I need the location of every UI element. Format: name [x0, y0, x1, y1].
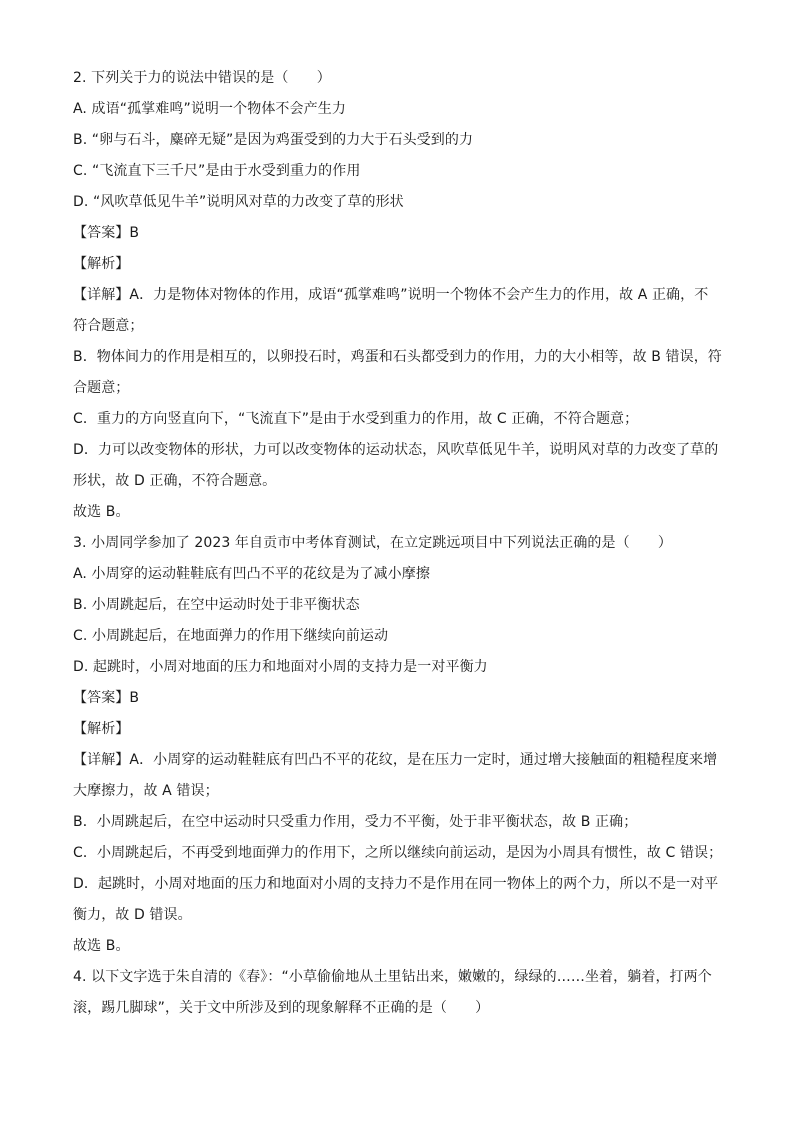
- option-d: D. “风吹草低见牛羊”说明风对草的力改变了草的形状: [73, 194, 404, 210]
- detail-line: C．小周跳起后，不再受到地面弹力的作用下，之所以继续向前运动，是因为小周具有惯性，故 C 错误；: [73, 845, 723, 861]
- option-c: C. “飞流直下三千尺”是由于水受到重力的作用: [73, 163, 361, 179]
- detail-line: B．物体间力的作用是相互的，以卵投石时，鸡蛋和石头都受到力的作用，力的大小相等，故 B 错误，符: [73, 349, 722, 365]
- detail-line: 形状，故 D 正确，不符合题意。: [73, 473, 277, 489]
- detail-line: 大摩擦力，故 A 错误；: [73, 783, 219, 799]
- conclusion-line: 故选 B。: [73, 938, 130, 954]
- option-c: C. 小周跳起后，在地面弹力的作用下继续向前运动: [73, 628, 389, 644]
- detail-line: D．起跳时，小周对地面的压力和地面对小周的支持力不是作用在同一物体上的两个力，所以不是一对平: [73, 876, 719, 892]
- detail-line: D．力可以改变物体的形状，力可以改变物体的运动状态，风吹草低见牛羊，说明风对草的力改变了草的: [73, 442, 719, 458]
- question-4: [73, 962, 734, 1024]
- detail-line: 合题意；: [73, 380, 130, 396]
- question-stem: 3. 小周同学参加了 2023 年自贡市中考体育测试，在立定跳远项目中下列说法正确的是（ ）: [73, 535, 673, 551]
- detail-line: 符合题意；: [73, 318, 144, 334]
- detail-line: 【详解】A．小周穿的运动鞋鞋底有凹凸不平的花纹，是在压力一定时，通过增大接触面的粗糙程度来增: [73, 752, 718, 768]
- option-d: D. 起跳时，小周对地面的压力和地面对小周的支持力是一对平衡力: [73, 659, 488, 675]
- detail-line: 【详解】A．力是物体对物体的作用，成语“孤掌难鸣”说明一个物体不会产生力的作用，故 A 正确，不: [73, 287, 709, 303]
- answer-label: 【答案】B: [73, 690, 140, 706]
- question-stem-continued: 滚，踢几脚球”，关于文中所涉及到的现象解释不正确的是（ ）: [73, 1000, 490, 1016]
- analysis-label: 【解析】: [73, 721, 130, 737]
- answer-label: 【答案】B: [73, 225, 140, 241]
- option-b: B. 小周跳起后，在空中运动时处于非平衡状态: [73, 597, 360, 613]
- detail-line: B．小周跳起后，在空中运动时只受重力作用，受力不平衡，处于非平衡状态，故 B 正确；: [73, 814, 638, 830]
- option-b: B. “卵与石斗，麋碎无疑”是因为鸡蛋受到的力大于石头受到的力: [73, 132, 474, 148]
- detail-line: 衡力，故 D 错误。: [73, 907, 192, 923]
- analysis-label: 【解析】: [73, 256, 130, 272]
- question-2: [73, 63, 734, 528]
- option-a: A. 成语“孤掌难鸣”说明一个物体不会产生力: [73, 101, 346, 117]
- question-stem: 2. 下列关于力的说法中错误的是（ ）: [73, 70, 331, 86]
- question-3: [73, 528, 734, 962]
- detail-line: C．重力的方向竖直向下，“飞流直下”是由于水受到重力的作用，故 C 正确，不符合题意；: [73, 411, 639, 427]
- conclusion-line: 故选 B。: [73, 504, 130, 520]
- option-a: A. 小周穿的运动鞋鞋底有凹凸不平的花纹是为了减小摩擦: [73, 566, 430, 582]
- question-stem: 4. 以下文字选于朱自清的《春》：“小草偷偷地从土里钻出来，嫩嫩的，绿绿的……坐着，躺着，打两个: [73, 969, 712, 985]
